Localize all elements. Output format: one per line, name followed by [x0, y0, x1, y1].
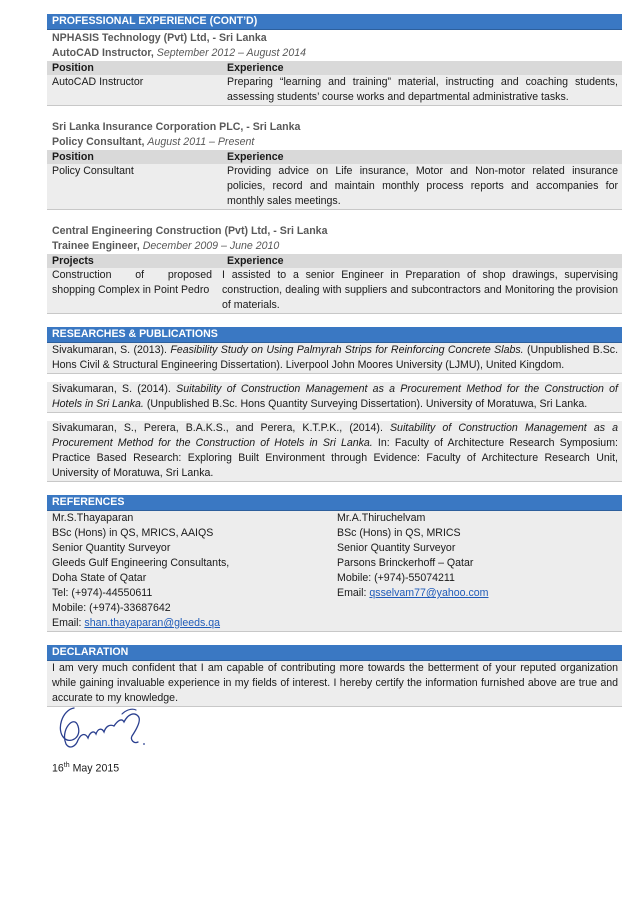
email-link[interactable]: qsselvam77@yahoo.com [369, 587, 489, 599]
ref-qualification: BSc (Hons) in QS, MRICS [337, 527, 461, 539]
research-heading: RESEARCHES & PUBLICATIONS [47, 327, 622, 343]
job-role: AutoCAD Instructor, September 2012 – August 2014 [52, 47, 306, 59]
references-heading: REFERENCES [47, 495, 622, 511]
ref-title: Senior Quantity Surveyor [337, 542, 456, 554]
signature-image [52, 700, 152, 752]
publication-item: Sivakumaran, S. (2013). Feasibility Study on Using Palmyrah Strips for Reinforcing Concrete Slabs. (Unpublished B.Sc. Hons Civil & Structural Engineering Dissertation). Liverpool John Moores University (LJMU), United Kingdom. [47, 343, 622, 374]
job-table-row: AutoCAD Instructor Preparing “learning and training” material, instructing and coaching students, assessing students’ course works and departmental administrative tasks. [47, 75, 622, 106]
job-role: Trainee Engineer, December 2009 – June 2010 [52, 240, 280, 252]
job-org: Central Engineering Construction (Pvt) Ltd, - Sri Lanka [47, 223, 622, 239]
resume-page [47, 14, 622, 707]
job-table-header: Position Experience [47, 61, 622, 75]
ref-email-line: Email: shan.thayaparan@gleeds.qa [52, 617, 221, 629]
reference-left [52, 511, 337, 631]
job-table-header: Position Experience [47, 150, 622, 164]
declaration-date: 16th May 2015 [52, 762, 120, 775]
publication-item: Sivakumaran, S., Perera, B.A.K.S., and Perera, K.T.P.K., (2014). Suitability of Construction Management as a Procurement Method for the Construction of Hotels in Sri Lanka. In: Faculty of Architecture Research Symposium: Practice Based Research: Exploring Built Environment through Evidence: Faculty of Architecture Research Unit, University of Moratuwa, Sri Lanka. [47, 421, 622, 482]
ref-mobile: Mobile: (+974)-55074211 [337, 572, 455, 584]
ref-email-line: Email: qsselvam77@yahoo.com [337, 587, 489, 599]
ref-name: Mr.A.Thiruchelvam [337, 512, 426, 524]
ref-tel: Tel: (+974)-44550611 [52, 587, 153, 599]
job-role: Policy Consultant, August 2011 – Present [52, 136, 255, 148]
job-table-row: Construction of proposed shopping Complex in Point Pedro I assisted to a senior Engineer in Preparation of shop drawings, supervising construction, dealing with suppliers and subcontractors and Monitoring the provision of materials. [47, 268, 622, 314]
experience-heading: PROFESSIONAL EXPERIENCE (CONT’D) [47, 14, 622, 30]
ref-qualification: BSc (Hons) in QS, MRICS, AAIQS [52, 527, 214, 539]
references-block [47, 511, 622, 632]
job-table-header: Projects Experience [47, 254, 622, 268]
ref-company: Gleeds Gulf Engineering Consultants, [52, 557, 230, 569]
job-org: NPHASIS Technology (Pvt) Ltd, - Sri Lanka [47, 30, 622, 46]
declaration-heading: DECLARATION [47, 645, 622, 661]
ref-mobile: Mobile: (+974)-33687642 [52, 602, 171, 614]
reference-right [337, 511, 622, 631]
job-org: Sri Lanka Insurance Corporation PLC, - Sri Lanka [47, 119, 622, 135]
email-link[interactable]: shan.thayaparan@gleeds.qa [84, 617, 221, 629]
ref-location: Doha State of Qatar [52, 572, 147, 584]
job-table-row: Policy Consultant Providing advice on Life insurance, Motor and Non-motor related insurance policies, record and maintain monthly process reports and accompanies for monthly sales meetings. [47, 164, 622, 210]
ref-title: Senior Quantity Surveyor [52, 542, 171, 554]
declaration-text: I am very much confident that I am capable of contributing more towards the betterment of your reputed organization while gaining invaluable experience in my fields of interest. I hereby certify the information furnished above are true and accurate to my knowledge. [47, 661, 622, 707]
publication-item: Sivakumaran, S. (2014). Suitability of Construction Management as a Procurement Method for the Construction of Hotels in Sri Lanka. (Unpublished B.Sc. Hons Quantity Surveying Dissertation). University of Moratuwa, Sri Lanka. [47, 382, 622, 413]
ref-company: Parsons Brinckerhoff – Qatar [337, 557, 474, 569]
ref-name: Mr.S.Thayaparan [52, 512, 134, 524]
